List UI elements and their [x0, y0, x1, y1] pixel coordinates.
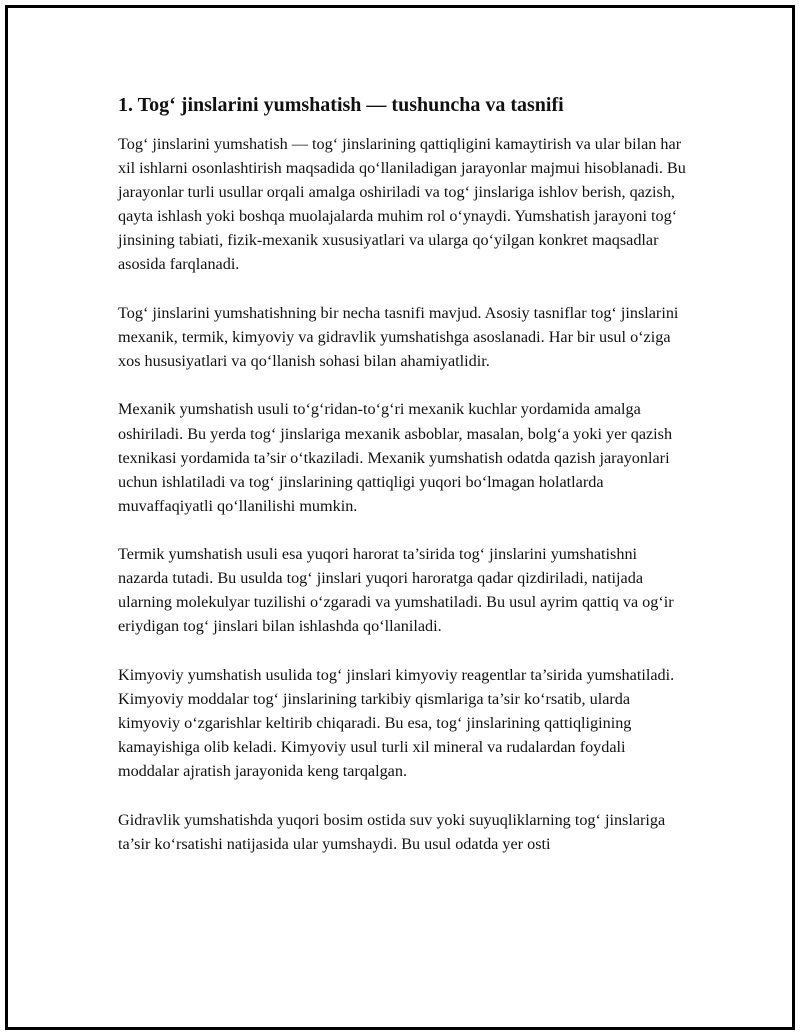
paragraph-classification: Tog‘ jinslarini yumshatishning bir necha tasnifi mavjud. Asosiy tasniflar tog‘ jinslarini mexanik, termik, kimyoviy va gidravlik yumshatishga asoslanadi. Har bir usul o‘ziga xos hususiyatlari va qo‘llanish sohasi bilan ahamiyatlidir.	[118, 303, 679, 371]
paragraph-chemical: Kimyoviy yumshatish usulida tog‘ jinslari kimyoviy reagentlar ta’sirida yumshatiladi. Kimyoviy moddalar tog‘ jinslarining tarkibiy qismlariga ta’sir ko‘rsatib, ularda kimyoviy o‘zgarishlar keltirib chiqaradi. Bu esa, tog‘ jinslarining qattiqligining kamayishiga olib keladi. Kimyoviy usul turli xil mineral va rudalardan foydali moddalar ajratish jarayonida keng tarqalgan.	[118, 665, 675, 781]
paragraph-hydraulic: Gidravlik yumshatishda yuqori bosim ostida suv yoki suyuqliklarning tog‘ jinslariga ta’sir ko‘rsatishi natijasida ular yumshaydi. Bu usul odatda yer osti	[118, 810, 666, 853]
document-body	[118, 92, 690, 880]
paragraph-definition: Tog‘ jinslarini yumshatish — tog‘ jinslarining qattiqligini kamaytirish va ular bilan har xil ishlarni osonlashtirish maqsadida qo‘llaniladigan jarayonlar majmui hisoblanadi. Bu jarayonlar turli usullar orqali amalga oshiriladi va tog‘ jinslariga ishlov berish, qazish, qayta ishlash yoki boshqa muolajalarda muhim rol o‘ynaydi. Yumshatish jarayoni tog‘ jinsining tabiati, fizik-mexanik xususiyatlari va ularga qo‘yilgan konkret maqsadlar asosida farqlanadi.	[118, 135, 686, 274]
paragraph-mechanical: Mexanik yumshatish usuli to‘g‘ridan-to‘g‘ri mexanik kuchlar yordamida amalga oshiriladi. Bu yerda tog‘ jinslariga mexanik asboblar, masalan, bolg‘a yoki yer qazish texnikasi yordamida ta’sir o‘tkaziladi. Mexanik yumshatish odatda qazish jarayonlari uchun ishlatiladi va tog‘ jinslarining qattiqligi yuqori bo‘lmagan holatlarda muvaffaqiyatli qo‘llanilishi mumkin.	[118, 400, 673, 515]
section-heading: 1. Tog‘ jinslarini yumshatish — tushuncha va tasnifi	[118, 94, 564, 116]
paragraph-thermal: Termik yumshatish usuli esa yuqori harorat ta’sirida tog‘ jinslarini yumshatishni nazarda tutadi. Bu usulda tog‘ jinslari yuqori haroratga qadar qizdiriladi, natijada ularning molekulyar tuzilishi o‘zgaradi va yumshatiladi. Bu usul ayrim qattiq va og‘ir eriydigan tog‘ jinslari bilan ishlashda qo‘llaniladi.	[118, 545, 674, 636]
